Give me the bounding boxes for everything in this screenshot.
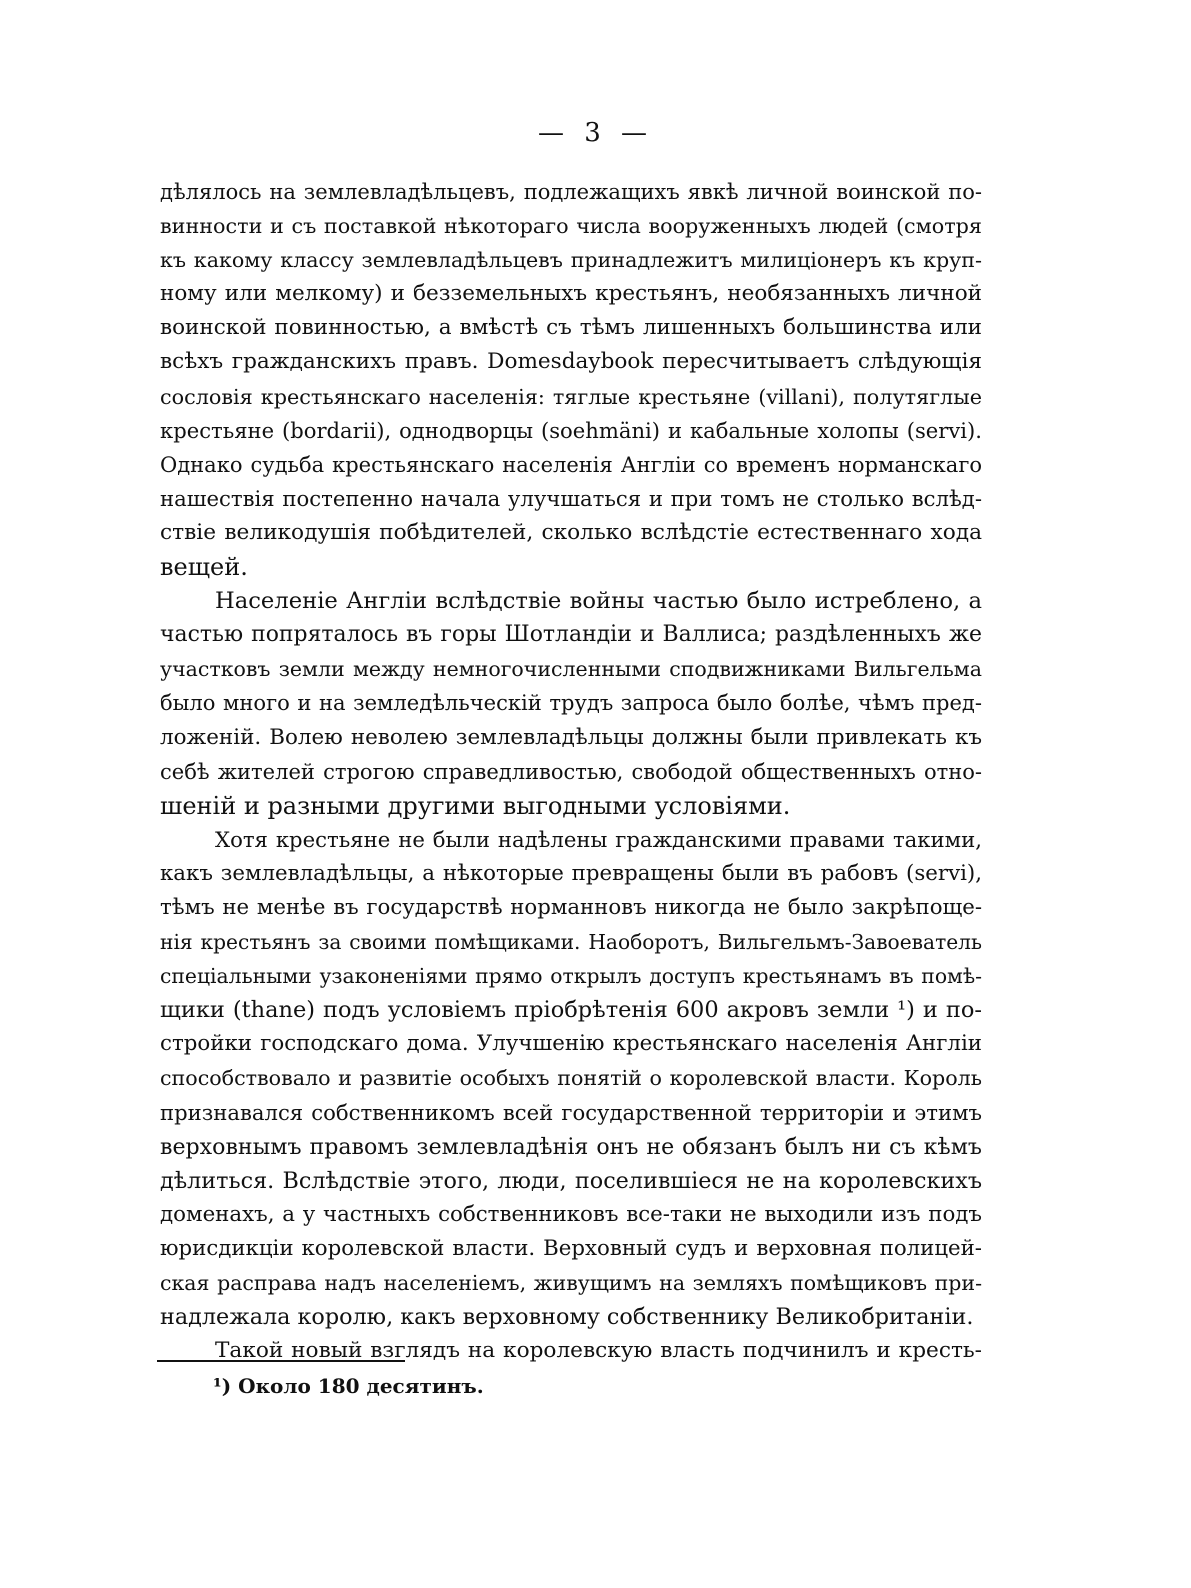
- text-line: ская расправа надъ населеніемъ, живущимъ на земляхъ помѣщиковъ при-: [160, 1271, 982, 1295]
- body-text: [160, 175, 982, 1368]
- text-line: сословія крестьянскаго населенія: тяглые крестьяне (villani), полутяглые: [160, 384, 982, 409]
- text-line: себѣ жителей строгою справедливостью, свободой общественныхъ отно-: [160, 758, 982, 784]
- text-line: вещей.: [160, 553, 248, 582]
- text-line: ному или мелкому) и безземельныхъ крестьянъ, необязанныхъ личной: [160, 281, 982, 307]
- text-line: нія крестьянъ за своими помѣщиками. Наоборотъ, Вильгельмъ-Завоеватель: [160, 930, 982, 955]
- text-line: верховнымъ правомъ землевладѣнія онъ не обязанъ былъ ни съ кѣмъ: [160, 1133, 982, 1160]
- text-line: Населеніе Англіи вслѣдствіе войны частью было истреблено, а: [215, 588, 982, 615]
- text-line: винности и съ поставкой нѣкотораго числа вооруженныхъ людей (смотря: [160, 214, 982, 239]
- paragraph-3: [160, 823, 982, 1334]
- page-number: — 3 —: [537, 118, 654, 148]
- text-line: ложеній. Волею неволею землевладѣльцы должны были привлекать къ: [160, 724, 982, 750]
- text-line: доменахъ, а у частныхъ собственниковъ все-таки не выходили изъ подъ: [160, 1201, 982, 1227]
- text-line: частью попряталось въ горы Шотландіи и Валлиса; раздѣленныхъ же: [160, 622, 982, 648]
- footnote: ¹) Около 180 десятинъ.: [213, 1374, 484, 1398]
- text-line: признавался собственникомъ всей государственной территоріи и этимъ: [160, 1099, 982, 1125]
- text-line: Такой новый взглядъ на королевскую власть подчинилъ и кресть-: [215, 1338, 982, 1364]
- text-line: какъ землевладѣльцы, а нѣкоторые превращены были въ рабовъ (servi),: [160, 860, 982, 886]
- paragraph-2: [160, 584, 982, 823]
- text-line: къ какому классу землевладѣльцевъ принадлежитъ милиціонеръ къ круп-: [160, 248, 982, 273]
- text-line: Хотя крестьяне не были надѣлены гражданскими правами такими,: [215, 826, 982, 852]
- text-line: дѣлиться. Вслѣдствіе этого, люди, поселившіеся не на королевскихъ: [160, 1167, 982, 1194]
- text-line: нашествія постепенно начала улучшаться и при томъ не столько вслѣд-: [160, 485, 982, 511]
- text-line: спеціальными узаконеніями прямо открылъ доступъ крестьянамъ въ помѣ-: [160, 964, 982, 989]
- text-line: ствіе великодушія побѣдителей, сколько вслѣдстіе естественнаго хода: [160, 519, 982, 545]
- paragraph-1: [160, 175, 982, 584]
- text-line: Однако судьба крестьянскаго населенія Англіи со временъ норманскаго: [160, 451, 982, 477]
- text-line: щики (thane) подъ условіемъ пріобрѣтенія 600 акровъ земли ¹) и по-: [160, 997, 982, 1024]
- text-line: дѣлялось на землевладѣльцевъ, подлежащихъ явкѣ личной воинской по-: [160, 179, 982, 204]
- text-line: юрисдикціи королевской власти. Верховный судъ и верховная полицей-: [160, 1235, 982, 1261]
- text-line: стройки господскаго дома. Улучшенію крестьянскаго населенія Англіи: [160, 1031, 982, 1057]
- text-line: крестьяне (bordarii), однодворцы (soehmäni) и кабальные холопы (servi).: [160, 417, 982, 443]
- paragraph-4: [160, 1334, 982, 1368]
- text-line: тѣмъ не менѣе въ государствѣ норманновъ никогда не было закрѣпоще-: [160, 894, 982, 920]
- text-line: участковъ земли между немногочисленными сподвижниками Вильгельма: [160, 657, 982, 682]
- footnote-divider: [157, 1360, 405, 1362]
- text-line: шеній и разными другими выгодными условіями.: [160, 791, 791, 820]
- text-line: было много и на земледѣльческій трудъ запроса было болѣе, чѣмъ пред-: [160, 690, 982, 716]
- text-line: воинской повинностью, а вмѣстѣ съ тѣмъ лишенныхъ большинства или: [160, 315, 982, 341]
- text-line: способствовало и развитіе особыхъ понятій о королевской власти. Король: [160, 1066, 982, 1091]
- text-line: надлежала королю, какъ верховному собственнику Великобританіи.: [160, 1304, 974, 1331]
- text-line: всѣхъ гражданскихъ правъ. Domesdaybook пересчитываетъ слѣдующія: [160, 349, 982, 375]
